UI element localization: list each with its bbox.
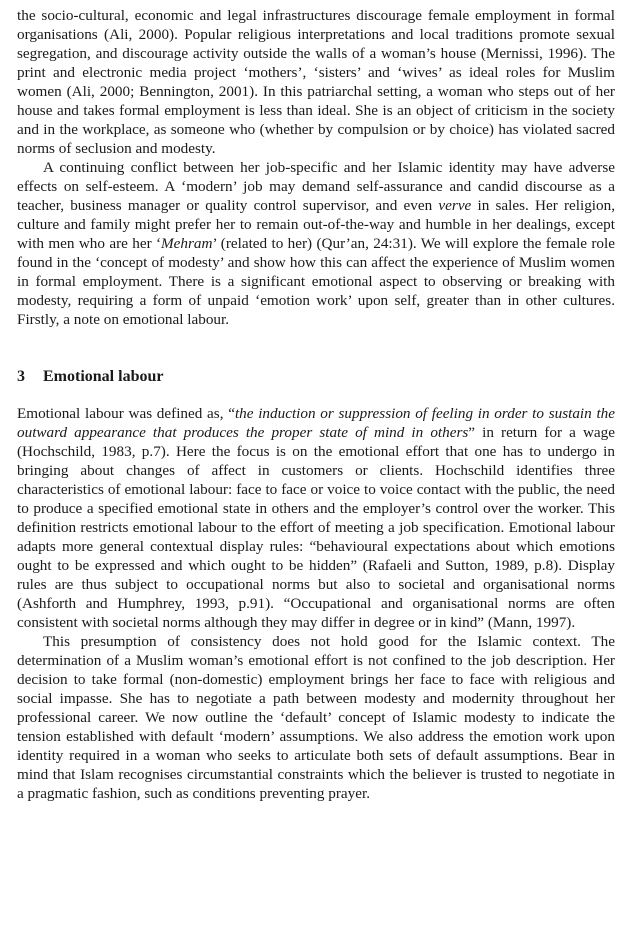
paragraph-2-text-c: ’ (related to her) (Qur’an, 24:31). We will explore the female role found in the ‘concept of modesty’ and show how this can affect the experience of Muslim women in formal employment. There is a significant emotional aspect to observing or breaking with modesty, requiring a form of unpaid ‘emotion work’ upon self, greater than in other cultures. Firstly, a note on emotional labour. — [17, 235, 615, 328]
paragraph-2-italic-mehram: Mehram — [161, 235, 213, 252]
paragraph-2-italic-verve: verve — [438, 197, 472, 214]
section-heading — [17, 367, 615, 386]
paragraph-4-text: This presumption of consistency does not hold good for the Islamic context. The determination of a Muslim woman’s emotional effort is not confined to the job description. Her decision to take formal (non-domestic) employment brings her face to face with religious and social impasse. She has to negotiate a path between modesty and modernity throughout her professional career. We now outline the ‘default’ concept of Islamic modesty to indicate the tension established with default ‘modern’ assumptions. We also address the emotion work upon identity required in a woman who seeks to articulate both sets of default assumptions. Bear in mind that Islam recognises circumstantial constraints which the believer is trusted to negotiate in a pragmatic fashion, such as conditions preventing prayer. — [17, 633, 615, 802]
paragraph-3 — [17, 404, 615, 632]
paragraph-1-text: the socio-cultural, economic and legal infrastructures discourage female employment in formal organisations (Ali, 2000). Popular religious interpretations and local traditions promote sexual segregation, and discourage activity outside the walls of a woman’s house (Mernissi, 1996). The print and electronic media project ‘mothers’, ‘sisters’ and ‘wives’ as ideal roles for Muslim women (Ali, 2000; Bennington, 2001). In this patriarchal setting, a woman who steps out of her house and takes formal employment is less than ideal. She is an object of criticism in the society and in the workplace, as someone who (whether by compulsion or by choice) has violated sacred norms of seclusion and modesty. — [17, 7, 615, 157]
paragraph-4 — [17, 632, 615, 803]
section-title: Emotional labour — [43, 368, 164, 385]
paragraph-3-text-a: Emotional labour was defined as, “ — [17, 405, 235, 422]
paragraph-3-text-b: ” in return for a wage (Hochschild, 1983, p.7). Here the focus is on the emotional effort that one has to undergo in bringing about changes of affect in customers or clients. Hochschild identifies three characteristics of emotional labour: face to face or voice to voice contact with the public, the need to produce a specified emotional state in others and the employer’s control over the worker. This definition restricts emotional labour to the effort of meeting a job specification. Emotional labour adapts more general contextual display rules: “behavioural expectations about which emotions ought to be expressed and which ought to be hidden” (Rafaeli and Sutton, 1989, p.8). Display rules are thus subject to occupational norms but also to societal and organisational norms (Ashforth and Humphrey, 1993, p.91). “Occupational and organisational norms are often consistent with societal norms although they may differ in degree or in kind” (Mann, 1997). — [17, 424, 616, 631]
paragraph-1 — [17, 6, 615, 158]
paragraph-2 — [17, 158, 615, 329]
paragraph-2-text-b: in sales. Her religion, culture and family might prefer her to remain out-of-the-way and humble in her dealings, except with men who are her ‘ — [17, 197, 616, 252]
section-number: 3 — [17, 368, 25, 385]
paragraph-3-italic-quote: the induction or suppression of feeling in order to sustain the outward appearance that produces the proper state of mind in others — [17, 405, 615, 441]
paragraph-2-text-a: A continuing conflict between her job-specific and her Islamic identity may have adverse effects on self-esteem. A ‘modern’ job may demand self-assurance and candid discourse as a teacher, business manager or quality control supervisor, and even — [17, 159, 615, 214]
